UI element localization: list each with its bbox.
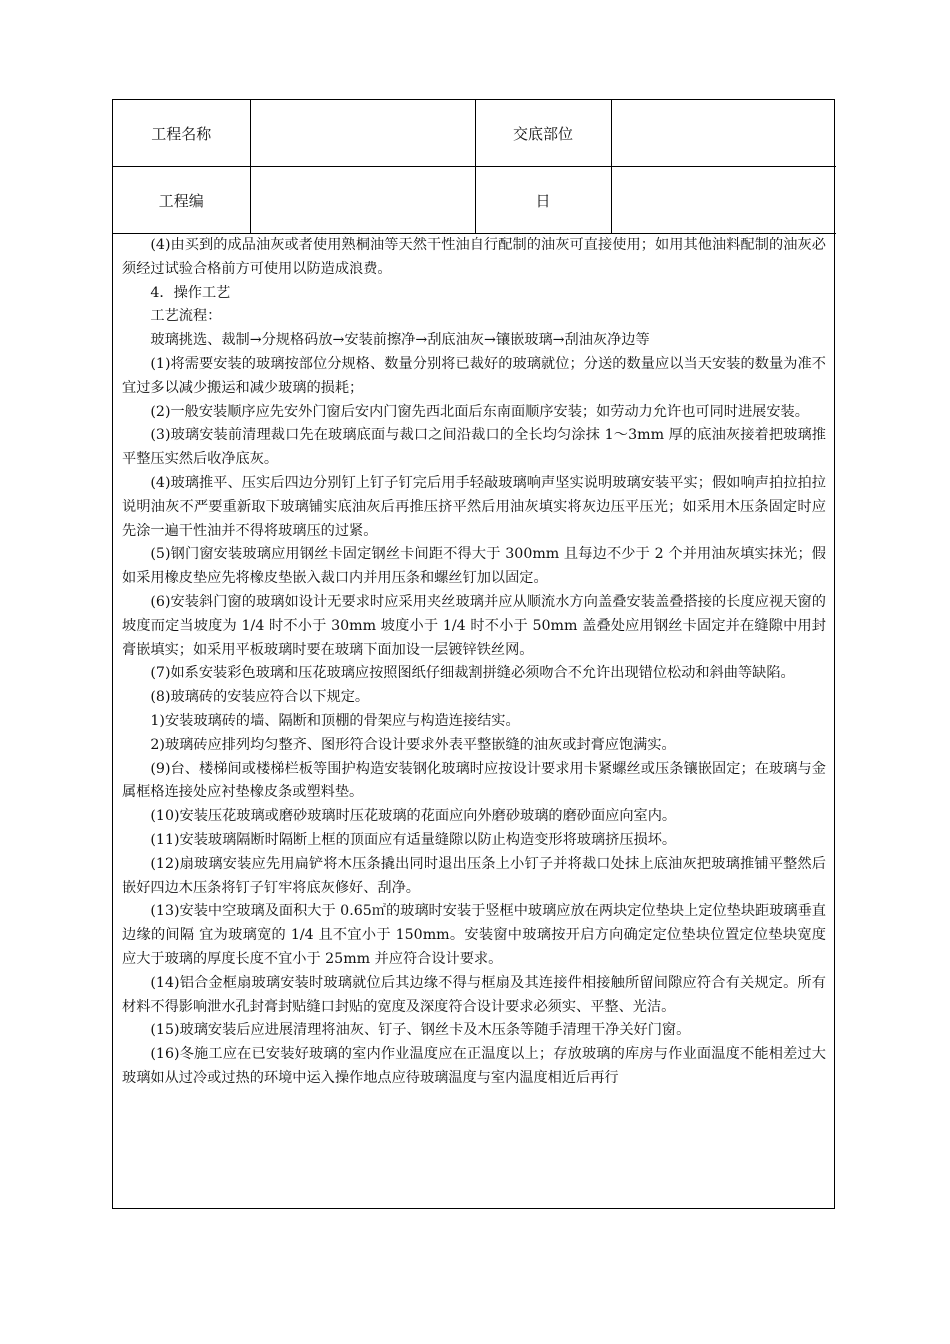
paragraph: (7)如系安装彩色玻璃和压花玻璃应按照图纸仔细裁割拼缝必须吻合不允许出现错位松动和斜曲等缺陷。 xyxy=(150,665,795,682)
paragraph: 2)玻璃砖应排列均匀整齐、图形符合设计要求外表平整嵌缝的油灰或封膏应饱满实。 xyxy=(150,736,676,753)
paragraph: (11)安装玻璃隔断时隔断上框的顶面应有适量缝隙以防止构造变形将玻璃挤压损坏。 xyxy=(150,831,677,848)
project-number-label: 工程编 xyxy=(113,167,250,234)
paragraph: (4)玻璃推平、压实后四边分别钉上钉子钉完后用手轻敲玻璃响声坚实说明玻璃安装平实；假如响声拍拉拍拉说明油灰不严要重新取下玻璃铺实底油灰后再推压挤平然后用油灰填实将灰边压平压光；如采用木压条固定时应先涂一遍干性油并不得将玻璃压的过紧。 xyxy=(122,474,826,539)
paragraph: (10)安装压花玻璃或磨砂玻璃时压花玻璃的花面应向外磨砂玻璃的磨砂面应向室内。 xyxy=(150,808,677,825)
date-value xyxy=(611,167,836,234)
disclosure-part-label: 交底部位 xyxy=(475,100,611,167)
paragraph: (5)钢门窗安装玻璃应用钢丝卡固定钢丝卡间距不得大于 300mm 且每边不少于 2 个并用油灰填实抹光；假如采用橡皮垫应先将橡皮垫嵌入裁口内并用压条和螺丝钉加以固定。 xyxy=(122,546,826,587)
paragraph: (1)将需要安装的玻璃按部位分规格、数量分别将已裁好的玻璃就位；分送的数量应以当天安装的数量为准不宜过多以减少搬运和减少玻璃的损耗； xyxy=(122,355,826,396)
paragraph: (16)冬施工应在已安装好玻璃的室内作业温度应在正温度以上；存放玻璃的库房与作业面温度不能相差过大玻璃如从过冷或过热的环境中运入操作地点应待玻璃温度与室内温度相近后再行 xyxy=(122,1046,826,1086)
header-table xyxy=(113,100,836,234)
paragraph: (9)台、楼梯间或楼梯栏板等围护构造安装钢化玻璃时应按设计要求用卡紧螺丝或压条镶嵌固定；在玻璃与金属框格连接处应衬垫橡皮条或塑料垫。 xyxy=(122,760,826,801)
header-row-1 xyxy=(113,100,836,167)
paragraph: (3)玻璃安装前清理裁口先在玻璃底面与裁口之间沿裁口的全长均匀涂抹 1～3mm 厚的底油灰接着把玻璃推平整压实然后收净底灰。 xyxy=(122,427,826,468)
paragraph: (8)玻璃砖的安装应符合以下规定。 xyxy=(150,689,370,706)
paragraph: 工艺流程： xyxy=(150,308,222,325)
paragraph: (13)安装中空玻璃及面积大于 0.65㎡的玻璃时安装于竖框中玻璃应放在两块定位垫块上定位垫块距玻璃垂直边缘的间隔 宜为玻璃宽的 1/4 且不宜小于 150mm。安装窗中玻璃按开启方向确定定位垫块位置定位垫块宽度应大于玻璃的厚度长度不宜小于 25mm 并应符合设计要求。 xyxy=(122,903,826,967)
content-body xyxy=(113,234,834,1091)
paragraph: (14)铝合金框扇玻璃安装时玻璃就位后其边缘不得与框扇及其连接件相接触所留间隙应符合有关规定。所有材料不得影响泄水孔封膏封贴缝口封贴的宽度及深度符合设计要求必须实、平整、光洁。 xyxy=(122,974,826,1015)
paragraph: (15)玻璃安装后应进展清理将油灰、钉子、钢丝卡及木压条等随手清理干净关好门窗。 xyxy=(150,1022,691,1039)
header-row-2 xyxy=(113,167,836,234)
project-name-value xyxy=(250,100,475,167)
paragraph: (4)由买到的成品油灰或者使用熟桐油等天然干性油自行配制的油灰可直接使用；如用其他油料配制的油灰必须经过试验合格前方可使用以防造成浪费。 xyxy=(122,237,826,277)
section-heading: 4．操作工艺 xyxy=(150,284,231,301)
project-name-label: 工程名称 xyxy=(113,100,250,167)
paragraph: 玻璃挑选、裁制→分规格码放→安装前擦净→刮底油灰→镶嵌玻璃→刮油灰净边等 xyxy=(150,332,650,349)
project-number-value xyxy=(250,167,475,234)
paragraph: (12)扇玻璃安装应先用扁铲将木压条撬出同时退出压条上小钉子并将裁口处抹上底油灰把玻璃推铺平整然后嵌好四边木压条将钉子钉牢将底灰修好、刮净。 xyxy=(122,855,826,896)
date-label: 日 xyxy=(475,167,611,234)
paragraph: (2)一般安装顺序应先安外门窗后安内门窗先西北面后东南面顺序安装；如劳动力允许也可同时进展安装。 xyxy=(150,403,809,420)
paragraph: (6)安装斜门窗的玻璃如设计无要求时应采用夹丝玻璃并应从顺流水方向盖叠安装盖叠搭接的长度应视天窗的坡度而定当坡度为 1/4 时不小于 30mm 坡度小于 1/4 时不小于 50mm 盖叠处应用钢丝卡固定并在缝隙中用封膏嵌填实；如采用平板玻璃时要在玻璃下面加设一层镀锌铁丝网。 xyxy=(122,593,826,658)
disclosure-part-value xyxy=(611,100,836,167)
paragraph: 1)安装玻璃砖的墙、隔断和顶棚的骨架应与构造连接结实。 xyxy=(150,712,520,729)
document-frame xyxy=(112,99,835,1209)
